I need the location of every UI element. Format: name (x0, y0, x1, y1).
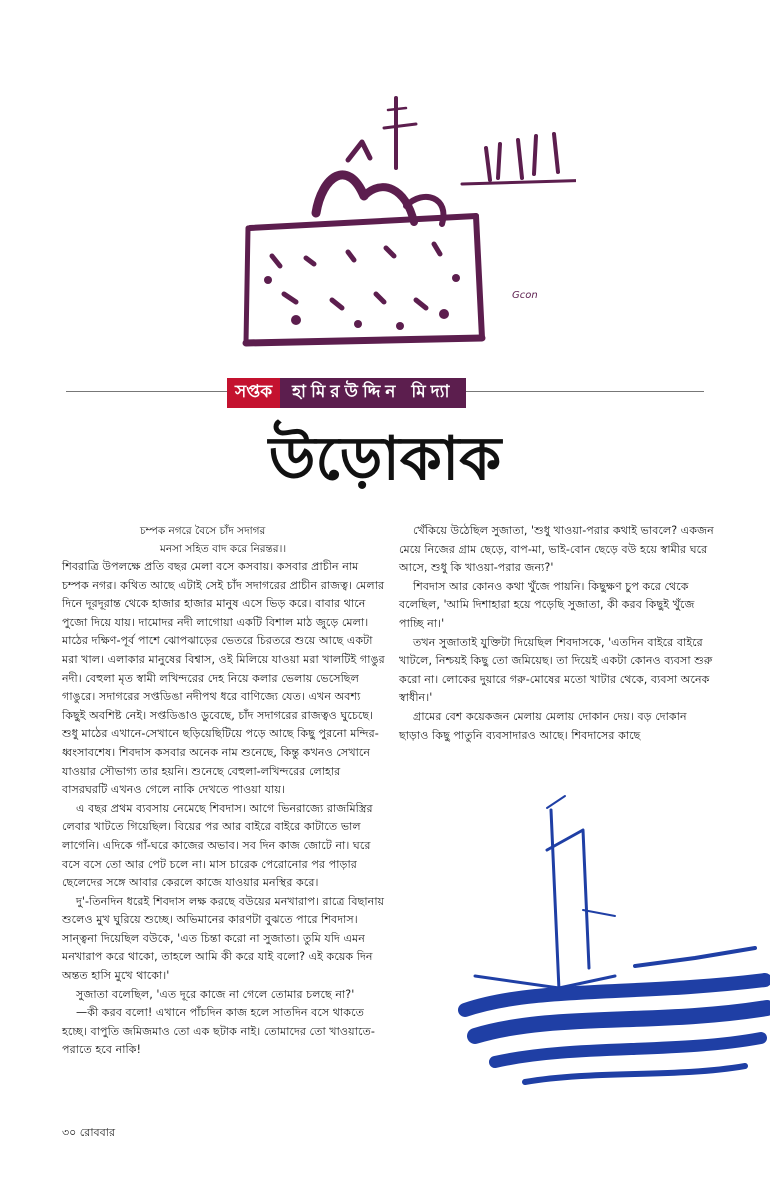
artist-signature: Gcon (512, 290, 538, 301)
byline (227, 378, 466, 408)
paragraph: সুজাতা বলেছিল, 'এত দূরে কাজে না গেলে তোমার চলছে না?' (76, 987, 355, 1001)
author-name: হামিরউদ্দিন মিদ্যা (280, 378, 466, 408)
left-column (62, 558, 387, 1060)
paragraph: এ বছর প্রথম ব্যবসায় নেমেছে শিবদাস। আগে ভিনরাজ্যে রাজমিস্ত্রির লেবার খাটতে গিয়েছিল। বিয়ের পর আর বাইরে বাইরে কাটাতে ভাল লাগেনি। এদিকে গাঁ-ঘরে কাজের অভাব। সব দিন কাজ জোটে না। ঘরে বসে বসে তো আর পেট চলে না। মাস চারেক পেরোনোর পর পাড়ার ছেলেদের সঙ্গে আবার কেরলে কাজে যাওয়ার মনস্থির করে। (62, 801, 373, 890)
story-title: উড়োকাক (268, 424, 502, 494)
paragraph: খেঁকিয়ে উঠেছিল সুজাতা, 'শুধু খাওয়া-পরার কথাই ভাবলে? একজন মেয়ে নিজের গ্রাম ছেড়ে, বাপ-মা, ভাই-বোন ছেড়ে বউ হয়ে স্বামীর ঘরে আসে, শুধু কি খাওয়া-পরার জন্য?' (399, 524, 714, 575)
paragraph: শিবরাত্রি উপলক্ষে প্রতি বছর মেলা বসে কসবায়। কসবার প্রাচীন নাম চম্পক নগর। কথিত আছে এটাই সেই চাঁদ সদাগরের প্রাচীন রাজত্ব। মেলার দিনে দূরদূরান্ত থেকে হাজার হাজার মানুষ এসে ভিড় করে। বাবার থানে পুজো দিয়ে যায়। দামোদর নদী লাগোয়া একটি বিশাল মাঠ জুড়ে মেলা। মাঠের দক্ষিণ-পূর্ব পাশে ঝোপঝাড়ের ভেতরে চিরতরে শুয়ে আছে একটা মরা খাল। এলাকার মানুষের বিশ্বাস, ওই মিলিয়ে যাওয়া মরা খালটিই গাঙুর নদী। বেহুলা মৃত স্বামী লখিন্দরের দেহ নিয়ে কলার ভেলায় ভেসেছিল গাঙুরে। সদাগরের সপ্তডিঙা নদীপথ ধরে বাণিজ্যে যেত। এখন অবশ্য কিছুই অবশিষ্ট নেই। সপ্তডিঙাও ডুবেছে, চাঁদ সদাগরের রাজত্বও ঘুচেছে। শুধু মাঠের এখানে-সেখানে ছড়িয়েছিটিয়ে পড়ে আছে কিছু পুরনো মন্দির-ধ্বংসাবশেষ। শিবদাস কসবার অনেক নাম শুনেছে, কিন্তু কখনও সেখানে যাওয়ার সৌভাগ্য তার হয়নি। শুনেছে বেহুলা-লখিন্দরের লোহার বাসরঘরটি এখনও গেলে নাকি দেখতে পাওয়া যায়। (62, 560, 385, 797)
paragraph: তখন সুজাতাই যুক্তিটা দিয়েছিল শিবদাসকে, 'এতদিন বাইরে বাইরে খাটলে, নিশ্চয়ই কিছু তো জমিয়েছ। তা দিয়েই একটা কোনও ব্যবসা শুরু করো না। লোকের দুয়ারে গরু-মোষের মতো খাটার থেকে, ব্যবসা অনেক স্বাধীন।' (399, 635, 713, 705)
column-tag: সপ্তক (227, 378, 280, 408)
paragraph: —কী করব বলো! এখানে পাঁচদিন কাজ হলে সাতদিন বসে থাকতে হচ্ছে। বাপুতি জমিজমাও তো এক ছটাক নাই। তোমাদের তো খাওয়াতে-পরাতে হবে নাকি! (62, 1006, 375, 1057)
paragraph: গ্রামের বেশ কয়েকজন মেলায় মেলায় দোকান দেয়। বড় দোকান ছাড়াও কিছু পাতুনি ব্যবসাদারও আছে। শিবদাসের কাছে (399, 709, 687, 742)
right-column (399, 522, 715, 745)
verse-line: চম্পক নগরে বৈসে চাঁদ সদাগর (140, 525, 266, 537)
epigraph-verse (140, 522, 380, 558)
paragraph: দু'-তিনদিন ধরেই শিবদাস লক্ষ করছে বউয়ের মনখারাপ। রাত্রে বিছানায় শুলেও মুখ ঘুরিয়ে শুচ্ছে। অভিমানের কারণটা বুঝতে পারে শিবদাস। সান্ত্বনা দিয়েছিল বউকে, 'এত চিন্তা করো না সুজাতা। তুমি যদি এমন মনখারাপ করে থাকো, তাহলে আমি কী করে যাই বলো? এই কয়েক দিন অন্তত হাসি মুখে থাকো।' (62, 894, 385, 983)
verse-line: মনসা সহিত বাদ করে নিরন্তর।। (160, 543, 287, 555)
page-folio: ৩০ রোববার (62, 1126, 115, 1139)
bottom-illustration (455, 790, 770, 1090)
paragraph: শিবদাস আর কোনও কথা খুঁজে পায়নি। কিছুক্ষণ চুপ করে থেকে বলেছিল, 'আমি দিশাহারা হয়ে পড়েছি সুজাতা, কী করব কিছুই খুঁজে পাচ্ছি না।' (399, 579, 695, 630)
top-illustration (236, 88, 576, 368)
